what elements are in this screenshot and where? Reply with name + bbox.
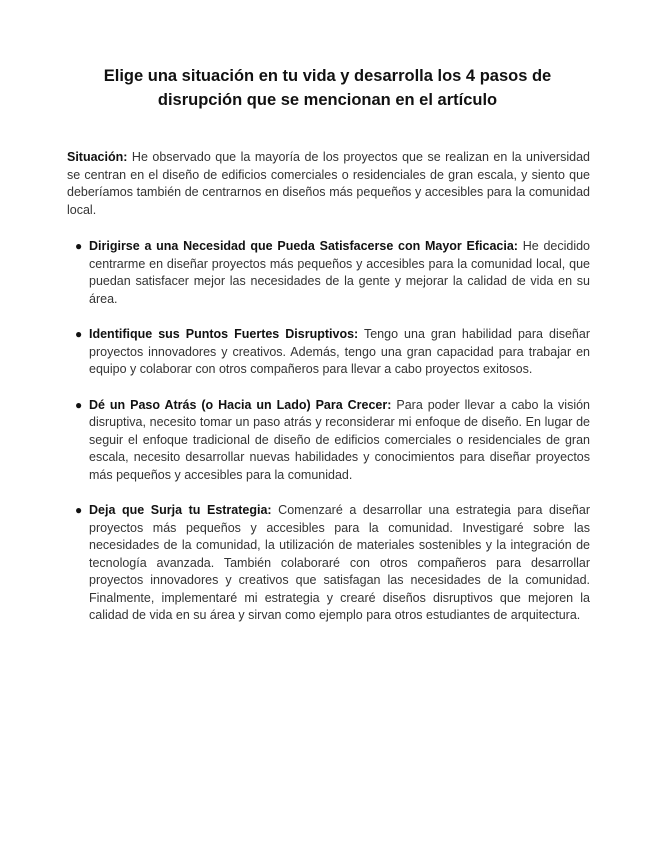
step-text: Comenzaré a desarrollar una estrategia para diseñar proyectos más pequeños y accesibles para la comunidad. Investigaré sobre las necesidades de la comunidad, la utilización de materiales sostenibles y la integración de tecnología avanzada. También colaboraré con otros compañeros para desarrollar proyectos innovadores y creativos que satisfagan las necesidades de la comunidad. Finalmente, implementaré mi estrategia y crearé diseños disruptivos que mejoren la calidad de vida en su área y sirvan como ejemplo para otros estudiantes de arquitectura. — [89, 503, 590, 622]
step-label: Deja que Surja tu Estrategia: — [89, 503, 272, 517]
step-label: Dé un Paso Atrás (o Hacia un Lado) Para Crecer: — [89, 397, 392, 412]
disruption-steps-list — [75, 238, 591, 643]
situation-label: Situación: — [67, 150, 128, 164]
bullet-icon: ● — [75, 327, 83, 341]
situation-paragraph — [67, 149, 590, 219]
list-item-step-2 — [75, 326, 591, 379]
list-item-step-3 — [75, 397, 591, 485]
bullet-icon: ● — [75, 503, 83, 517]
page-title: Elige una situación en tu vida y desarrolla los 4 pasos de disrupción que se mencionan en el artículo — [103, 67, 552, 109]
step-label: Identifique sus Puntos Fuertes Disruptivos: — [89, 327, 359, 341]
situation-text: He observado que la mayoría de los proyectos que se realizan en la universidad se centran en el diseño de edificios comerciales o residenciales de gran escala, y siento que deberíamos también de centrarnos en diseños más pequeños y accesibles para la comunidad local. — [67, 150, 590, 217]
list-item-step-1 — [75, 238, 591, 308]
bullet-icon: ● — [75, 397, 83, 412]
list-item-step-4 — [75, 502, 590, 625]
step-text: Para poder llevar a cabo la visión disruptiva, necesito tomar un paso atrás y reconsiderar mi enfoque de diseño. En lugar de seguir el enfoque tradicional de diseño de edificios comerciales o residenciales de gran escala, necesito desarrollar nuevas habilidades y conocimientos para diseñar proyectos más pequeños y accesibles para la comunidad. — [89, 397, 591, 482]
step-label: Dirigirse a una Necesidad que Pueda Satisfacerse con Mayor Eficacia: — [89, 239, 518, 253]
bullet-icon: ● — [75, 239, 83, 253]
step-text: He decidido centrarme en diseñar proyectos más pequeños y accesibles para la comunidad local, que puedan satisfacer mejor las necesidades de la gente y mejorar la calidad de vida en su área. — [89, 239, 591, 306]
step-text: Tengo una gran habilidad para diseñar proyectos innovadores y creativos. Además, tengo una gran capacidad para trabajar en equipo y colaborar con otros compañeros para llevar a cabo proyectos exitosos. — [89, 327, 591, 376]
